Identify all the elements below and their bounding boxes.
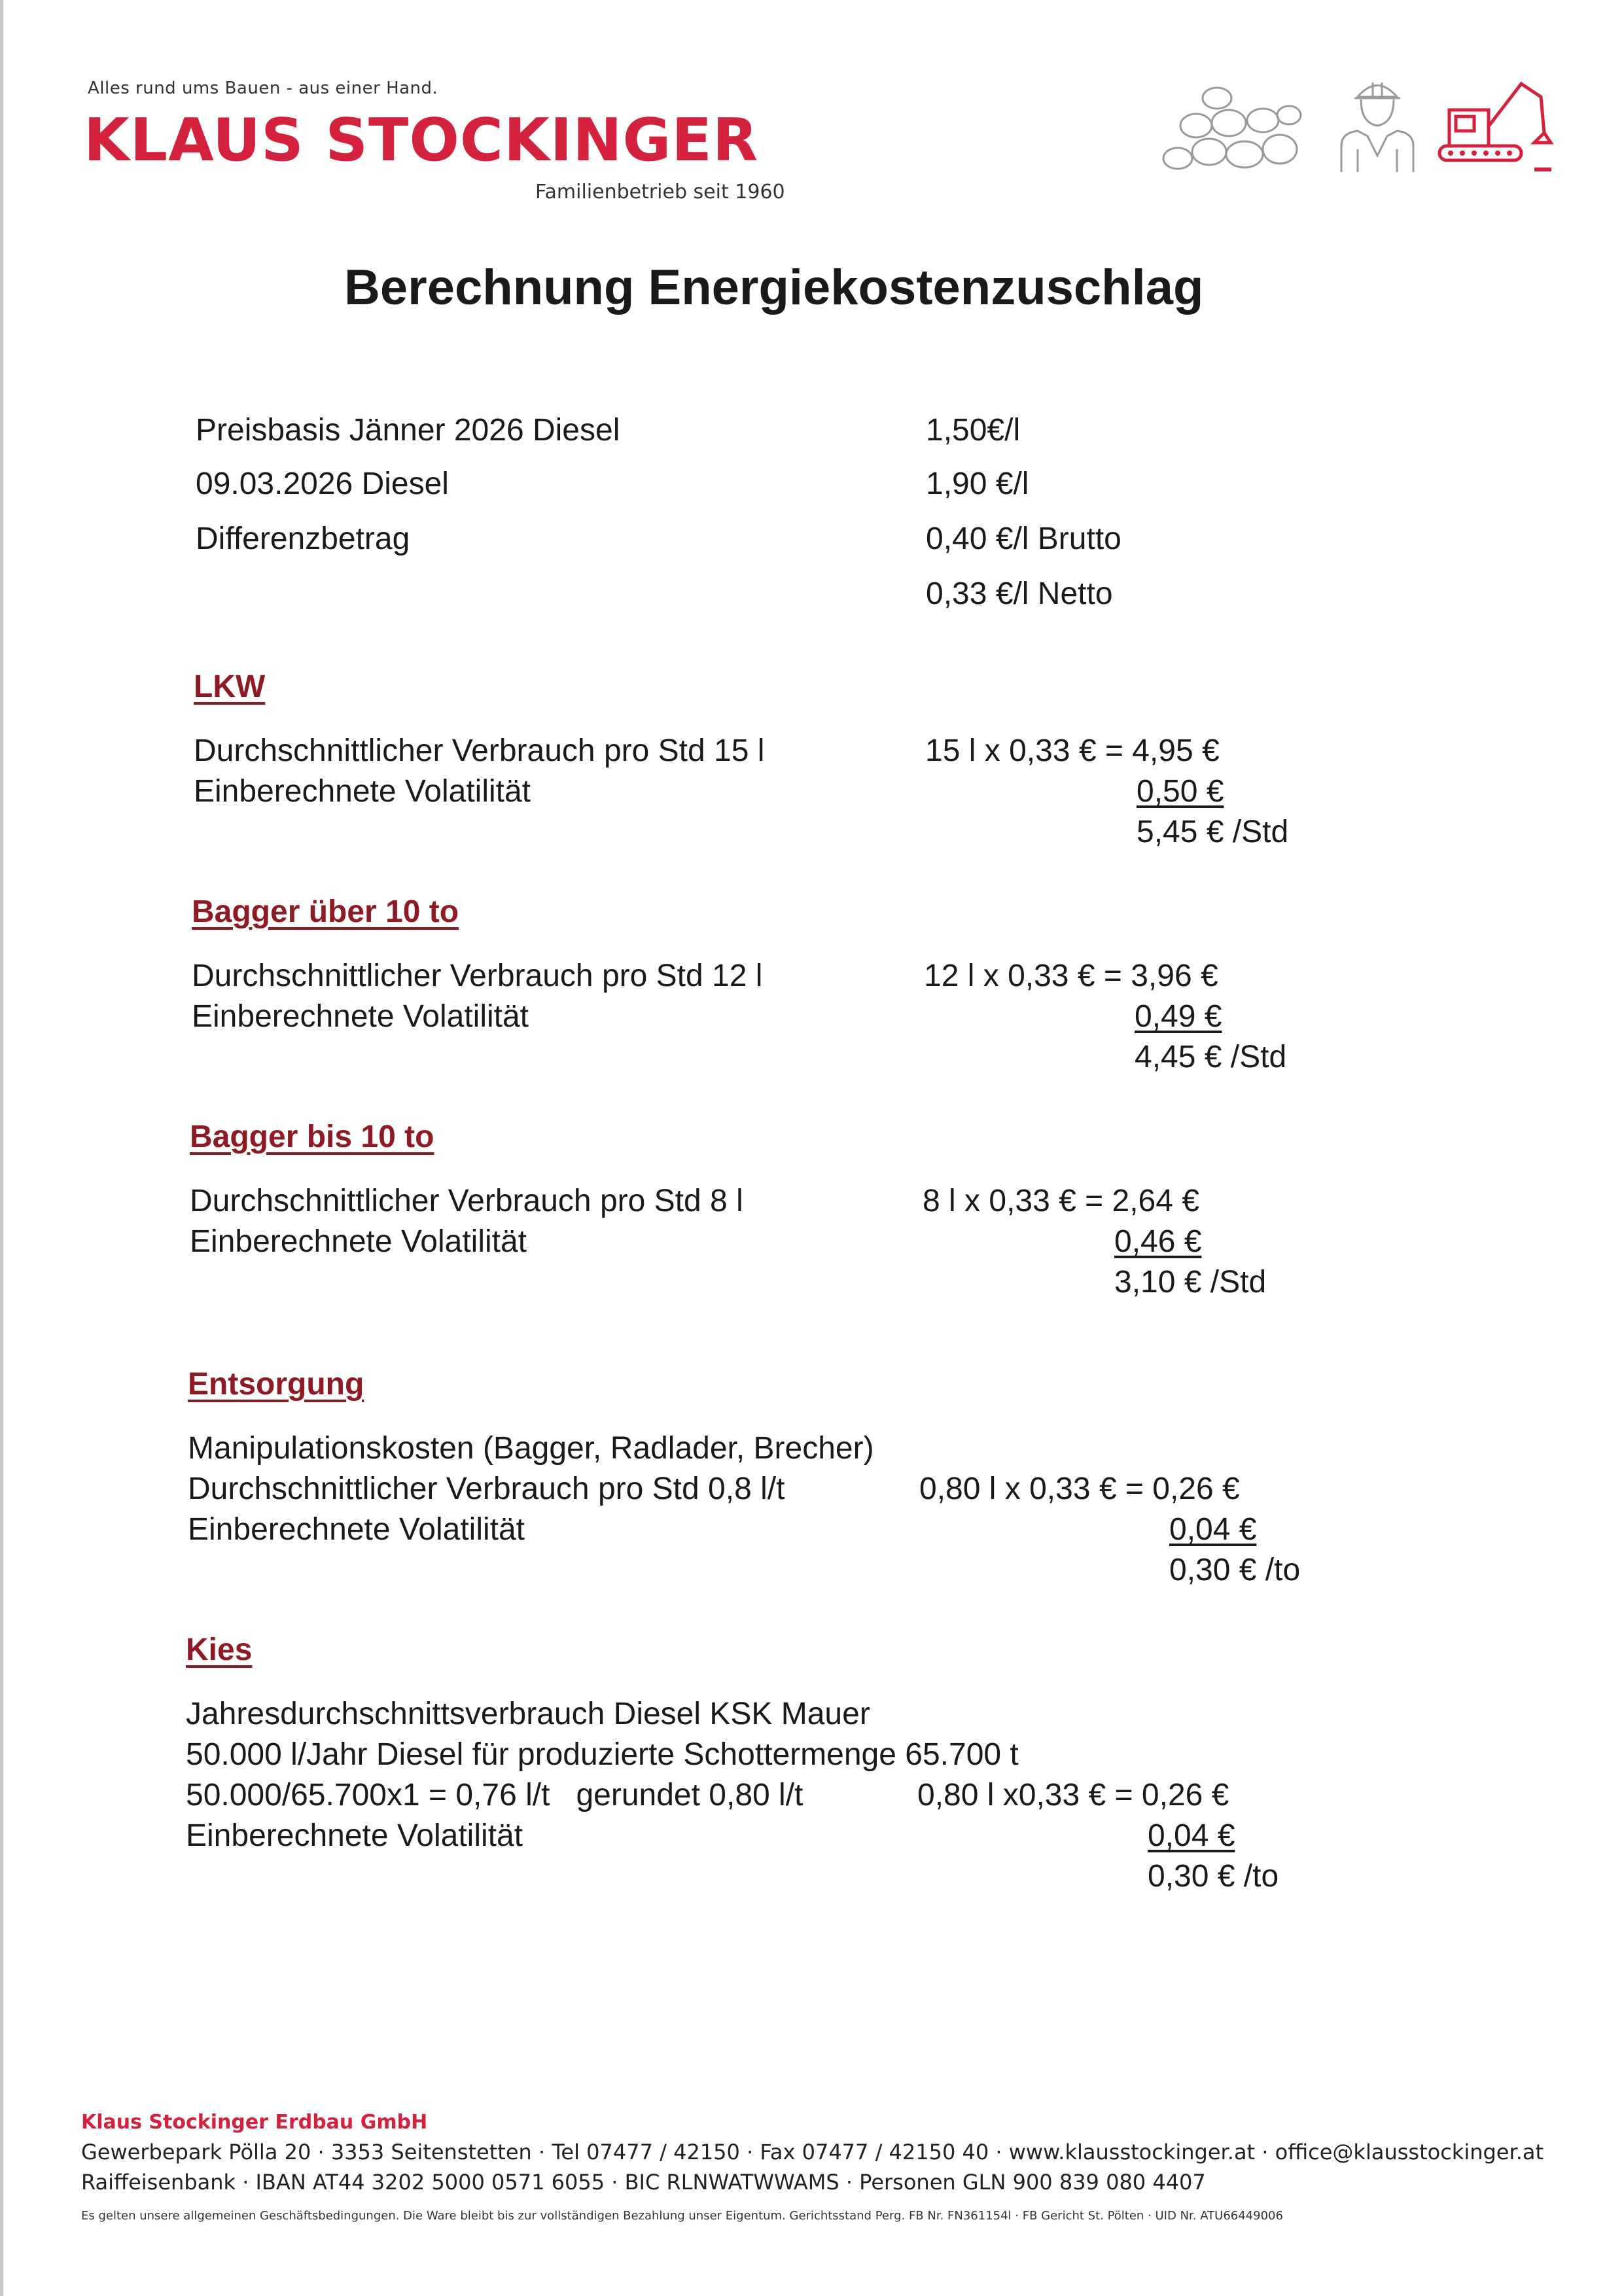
section-heading-entsorgung: Entsorgung — [188, 1367, 364, 1402]
stones-icon — [1158, 72, 1309, 177]
bagger-ueber-volatility-value: 0,49 € — [1135, 999, 1222, 1034]
kies-volatility-value: 0,04 € — [1148, 1818, 1235, 1853]
basis-value-4: 0,33 €/l Netto — [926, 576, 1113, 611]
basis-label-3: Differenzbetrag — [196, 521, 410, 556]
bagger-bis-total: 3,10 € /Std — [1114, 1265, 1267, 1299]
lkw-volatility-label: Einberechnete Volatilität — [194, 774, 531, 809]
basis-label-2: 09.03.2026 Diesel — [196, 467, 449, 501]
section-heading-bagger-ueber: Bagger über 10 to — [192, 894, 459, 929]
excavator-icon — [1436, 71, 1561, 175]
entsorgung-total: 0,30 € /to — [1169, 1553, 1301, 1587]
section-heading-kies: Kies — [186, 1633, 253, 1667]
kies-volatility-label: Einberechnete Volatilität — [186, 1818, 523, 1853]
bagger-ueber-total: 4,45 € /Std — [1135, 1040, 1287, 1074]
entsorgung-calc: 0,80 l x 0,33 € = 0,26 € — [919, 1472, 1240, 1506]
entsorgung-manipulation: Manipulationskosten (Bagger, Radlader, Brecher) — [188, 1431, 874, 1466]
kies-annual-consumption: Jahresdurchschnittsverbrauch Diesel KSK Mauer — [186, 1697, 870, 1731]
since-text: Familienbetrieb seit 1960 — [535, 181, 785, 203]
footer-terms: Es gelten unsere allgemeinen Geschäftsbedingungen. Die Ware bleibt bis zur vollständigen Bezahlung unser Eigentum. Gerichtsstand Perg. FB Nr. FN361154l · FB Gericht St. Pölten · UID Nr. ATU66449006 — [81, 2209, 1283, 2223]
basis-label-1: Preisbasis Jänner 2026 Diesel — [196, 413, 620, 448]
section-heading-bagger-bis: Bagger bis 10 to — [190, 1120, 434, 1154]
entsorgung-volatility-label: Einberechnete Volatilität — [188, 1512, 525, 1547]
lkw-calc: 15 l x 0,33 € = 4,95 € — [925, 733, 1220, 768]
bagger-ueber-calc: 12 l x 0,33 € = 3,96 € — [924, 959, 1218, 993]
scan-edge — [0, 0, 3, 2296]
lkw-total: 5,45 € /Std — [1137, 815, 1289, 849]
kies-calc: 0,80 l x0,33 € = 0,26 € — [917, 1778, 1229, 1812]
brand-logo-text: KLAUS STOCKINGER — [84, 106, 759, 175]
kies-rate-calc: 50.000/65.700x1 = 0,76 l/t gerundet 0,80 l/t — [186, 1778, 803, 1812]
kies-total: 0,30 € /to — [1148, 1859, 1279, 1894]
bagger-ueber-volatility-label: Einberechnete Volatilität — [192, 999, 529, 1034]
bagger-bis-volatility-label: Einberechnete Volatilität — [190, 1224, 527, 1259]
page-title: Berechnung Energiekostenzuschlag — [344, 260, 1204, 315]
entsorgung-volatility-value: 0,04 € — [1169, 1512, 1257, 1547]
worker-icon — [1328, 71, 1426, 175]
bagger-bis-consumption: Durchschnittlicher Verbrauch pro Std 8 l — [190, 1184, 743, 1218]
tagline: Alles rund ums Bauen - aus einer Hand. — [88, 79, 438, 98]
basis-value-2: 1,90 €/l — [926, 467, 1029, 501]
footer-bank: Raiffeisenbank · IBAN AT44 3202 5000 0571 6055 · BIC RLNWATWWAMS · Personen GLN 900 839 080 4407 — [81, 2170, 1206, 2195]
bagger-bis-calc: 8 l x 0,33 € = 2,64 € — [923, 1184, 1199, 1218]
entsorgung-consumption: Durchschnittlicher Verbrauch pro Std 0,8 l/t — [188, 1472, 785, 1506]
basis-value-1: 1,50€/l — [926, 413, 1021, 448]
lkw-consumption: Durchschnittlicher Verbrauch pro Std 15 l — [194, 733, 765, 768]
section-heading-lkw: LKW — [194, 669, 266, 704]
bagger-bis-volatility-value: 0,46 € — [1114, 1224, 1202, 1259]
basis-value-3: 0,40 €/l Brutto — [926, 521, 1121, 556]
lkw-volatility-value: 0,50 € — [1137, 774, 1224, 809]
bagger-ueber-consumption: Durchschnittlicher Verbrauch pro Std 12 l — [192, 959, 763, 993]
footer-company: Klaus Stockinger Erdbau GmbH — [81, 2111, 428, 2134]
kies-diesel-volume: 50.000 l/Jahr Diesel für produzierte Schottermenge 65.700 t — [186, 1737, 1019, 1772]
footer-address: Gewerbepark Pölla 20 · 3353 Seitenstetten · Tel 07477 / 42150 · Fax 07477 / 42150 40 · www.klausstockinger.at · office@klausstockinger.at — [81, 2140, 1544, 2164]
